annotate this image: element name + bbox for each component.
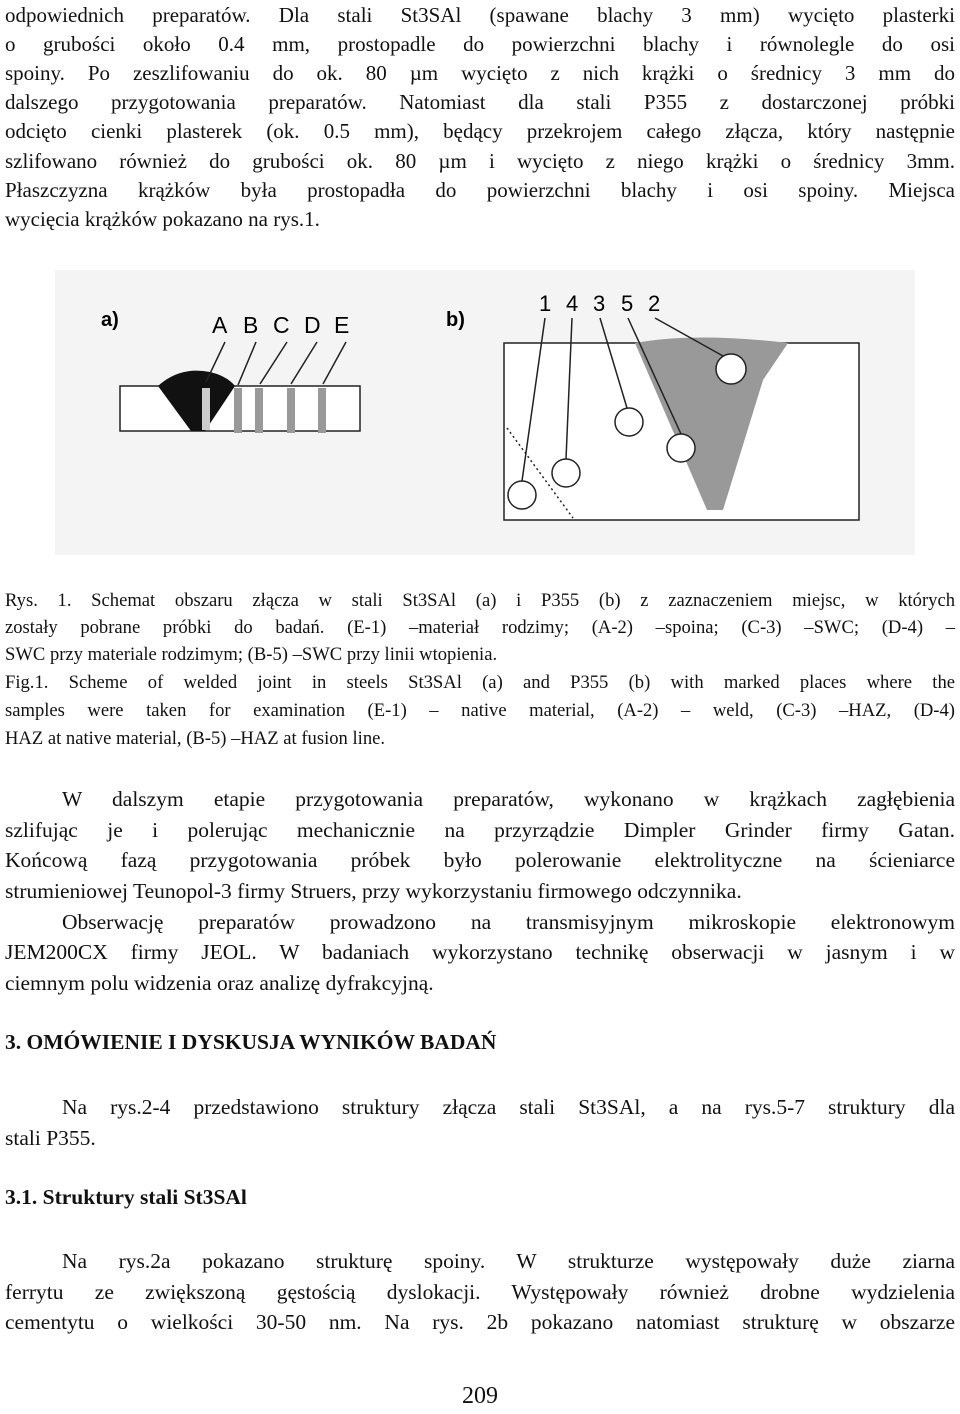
letter-d: D [304, 312, 321, 338]
paragraph-line: W dalszym etapie przygotowania preparatów, wykonano w krążkach zagłębienia [62, 787, 955, 811]
intro-line: odcięto cienki plasterek (ok. 0.5 mm), będący przekrojem całego złącza, który następnie [5, 119, 955, 143]
panel-a-label: a) [101, 309, 119, 331]
sample-slice-a [202, 388, 210, 430]
panel-b-label: b) [446, 309, 465, 331]
letter-a: A [212, 312, 228, 338]
caption-line: Rys. 1. Schemat obszaru złącza w stali St3SAl (a) i P355 (b) z zaznaczeniem miejsc, w których [5, 590, 955, 611]
subsection-heading: 3.1. Struktury stali St3SAl [5, 1185, 247, 1209]
sample-slice-d [287, 388, 295, 433]
sample-slice-c [255, 388, 263, 433]
intro-line: odpowiednich preparatów. Dla stali St3SAl (spawane blachy 3 mm) wycięto plasterki [5, 3, 955, 27]
paragraph-line: strumieniowej Teunopol-3 firmy Struers, przy wykorzystaniu firmowego odczynnika. [5, 879, 742, 903]
figure-1-weld-schematic [55, 270, 915, 555]
paragraph-line: Na rys.2-4 przedstawiono struktury złącza stali St3SAl, a na rys.5-7 struktury dla [62, 1095, 955, 1119]
number-5: 5 [621, 291, 634, 316]
caption-line: samples were taken for examination (E-1) – native material, (A-2) – weld, (C-3) –HAZ, (D-4) [5, 700, 955, 721]
paragraph-line: Końcową fazą przygotowania próbek było polerowanie elektrolityczne na ścieniarce [5, 848, 955, 872]
letter-e: E [334, 312, 350, 338]
number-3: 3 [593, 291, 606, 316]
intro-line: szlifowano również do grubości ok. 80 µm i wycięto z niego krążki o średnicy 3mm. [5, 149, 955, 173]
number-1: 1 [539, 291, 552, 316]
letter-b: B [243, 312, 259, 338]
intro-line: spoiny. Po zeszlifowaniu do ok. 80 µm wycięto z nich krążki o średnicy 3 mm do [5, 61, 955, 85]
caption-line: zostały pobrane próbki do badań. (E-1) –materiał rodzimy; (A-2) –spoina; (C-3) –SWC; (D-4) – [5, 617, 955, 638]
paragraph-line: Obserwację preparatów prowadzono na transmisyjnym mikroskopie elektronowym [62, 910, 955, 934]
paragraph-line: stali P355. [5, 1126, 96, 1150]
paragraph-line: cementytu o wielkości 30-50 nm. Na rys. 2b pokazano natomiast strukturę w obszarze [5, 1310, 955, 1334]
intro-line: dalszego przygotowania preparatów. Natomiast dla stali P355 z dostarczonej próbki [5, 90, 955, 114]
section-heading: 3. OMÓWIENIE I DYSKUSJA WYNIKÓW BADAŃ [5, 1030, 497, 1054]
number-2: 2 [648, 291, 661, 316]
sample-slice-e [318, 388, 326, 433]
paragraph-line: Na rys.2a pokazano strukturę spoiny. W strukturze występowały duże ziarna [62, 1249, 955, 1273]
number-4: 4 [566, 291, 579, 316]
caption-line: HAZ at native material, (B-5) –HAZ at fusion line. [5, 728, 386, 749]
intro-line: o grubości około 0.4 mm, prostopadle do powierzchni blachy i równolegle do osi [5, 32, 955, 56]
intro-line: wycięcia krążków pokazano na rys.1. [5, 207, 320, 231]
caption-line: Fig.1. Scheme of welded joint in steels St3SAl (a) and P355 (b) with marked places where the [5, 672, 955, 693]
paragraph-line: szlifując je i polerując mechanicznie na przyrządzie Dimpler Grinder firmy Gatan. [5, 818, 955, 842]
letter-c: C [273, 312, 290, 338]
page-number: 209 [462, 1383, 498, 1409]
paragraph-line: ferrytu ze zwiększoną gęstością dyslokacji. Występowały również drobne wydzielenia [5, 1280, 955, 1304]
caption-line: SWC przy materiale rodzimym; (B-5) –SWC przy linii wtopienia. [5, 644, 498, 665]
paragraph-line: JEM200CX firmy JEOL. W badaniach wykorzystano technikę obserwacji w jasnym i w [5, 940, 955, 964]
sample-slice-b [234, 388, 242, 433]
paragraph-line: ciemnym polu widzenia oraz analizę dyfrakcyjną. [5, 971, 434, 995]
intro-line: Płaszczyzna krążków była prostopadła do powierzchni blachy i osi spoiny. Miejsca [5, 178, 955, 202]
